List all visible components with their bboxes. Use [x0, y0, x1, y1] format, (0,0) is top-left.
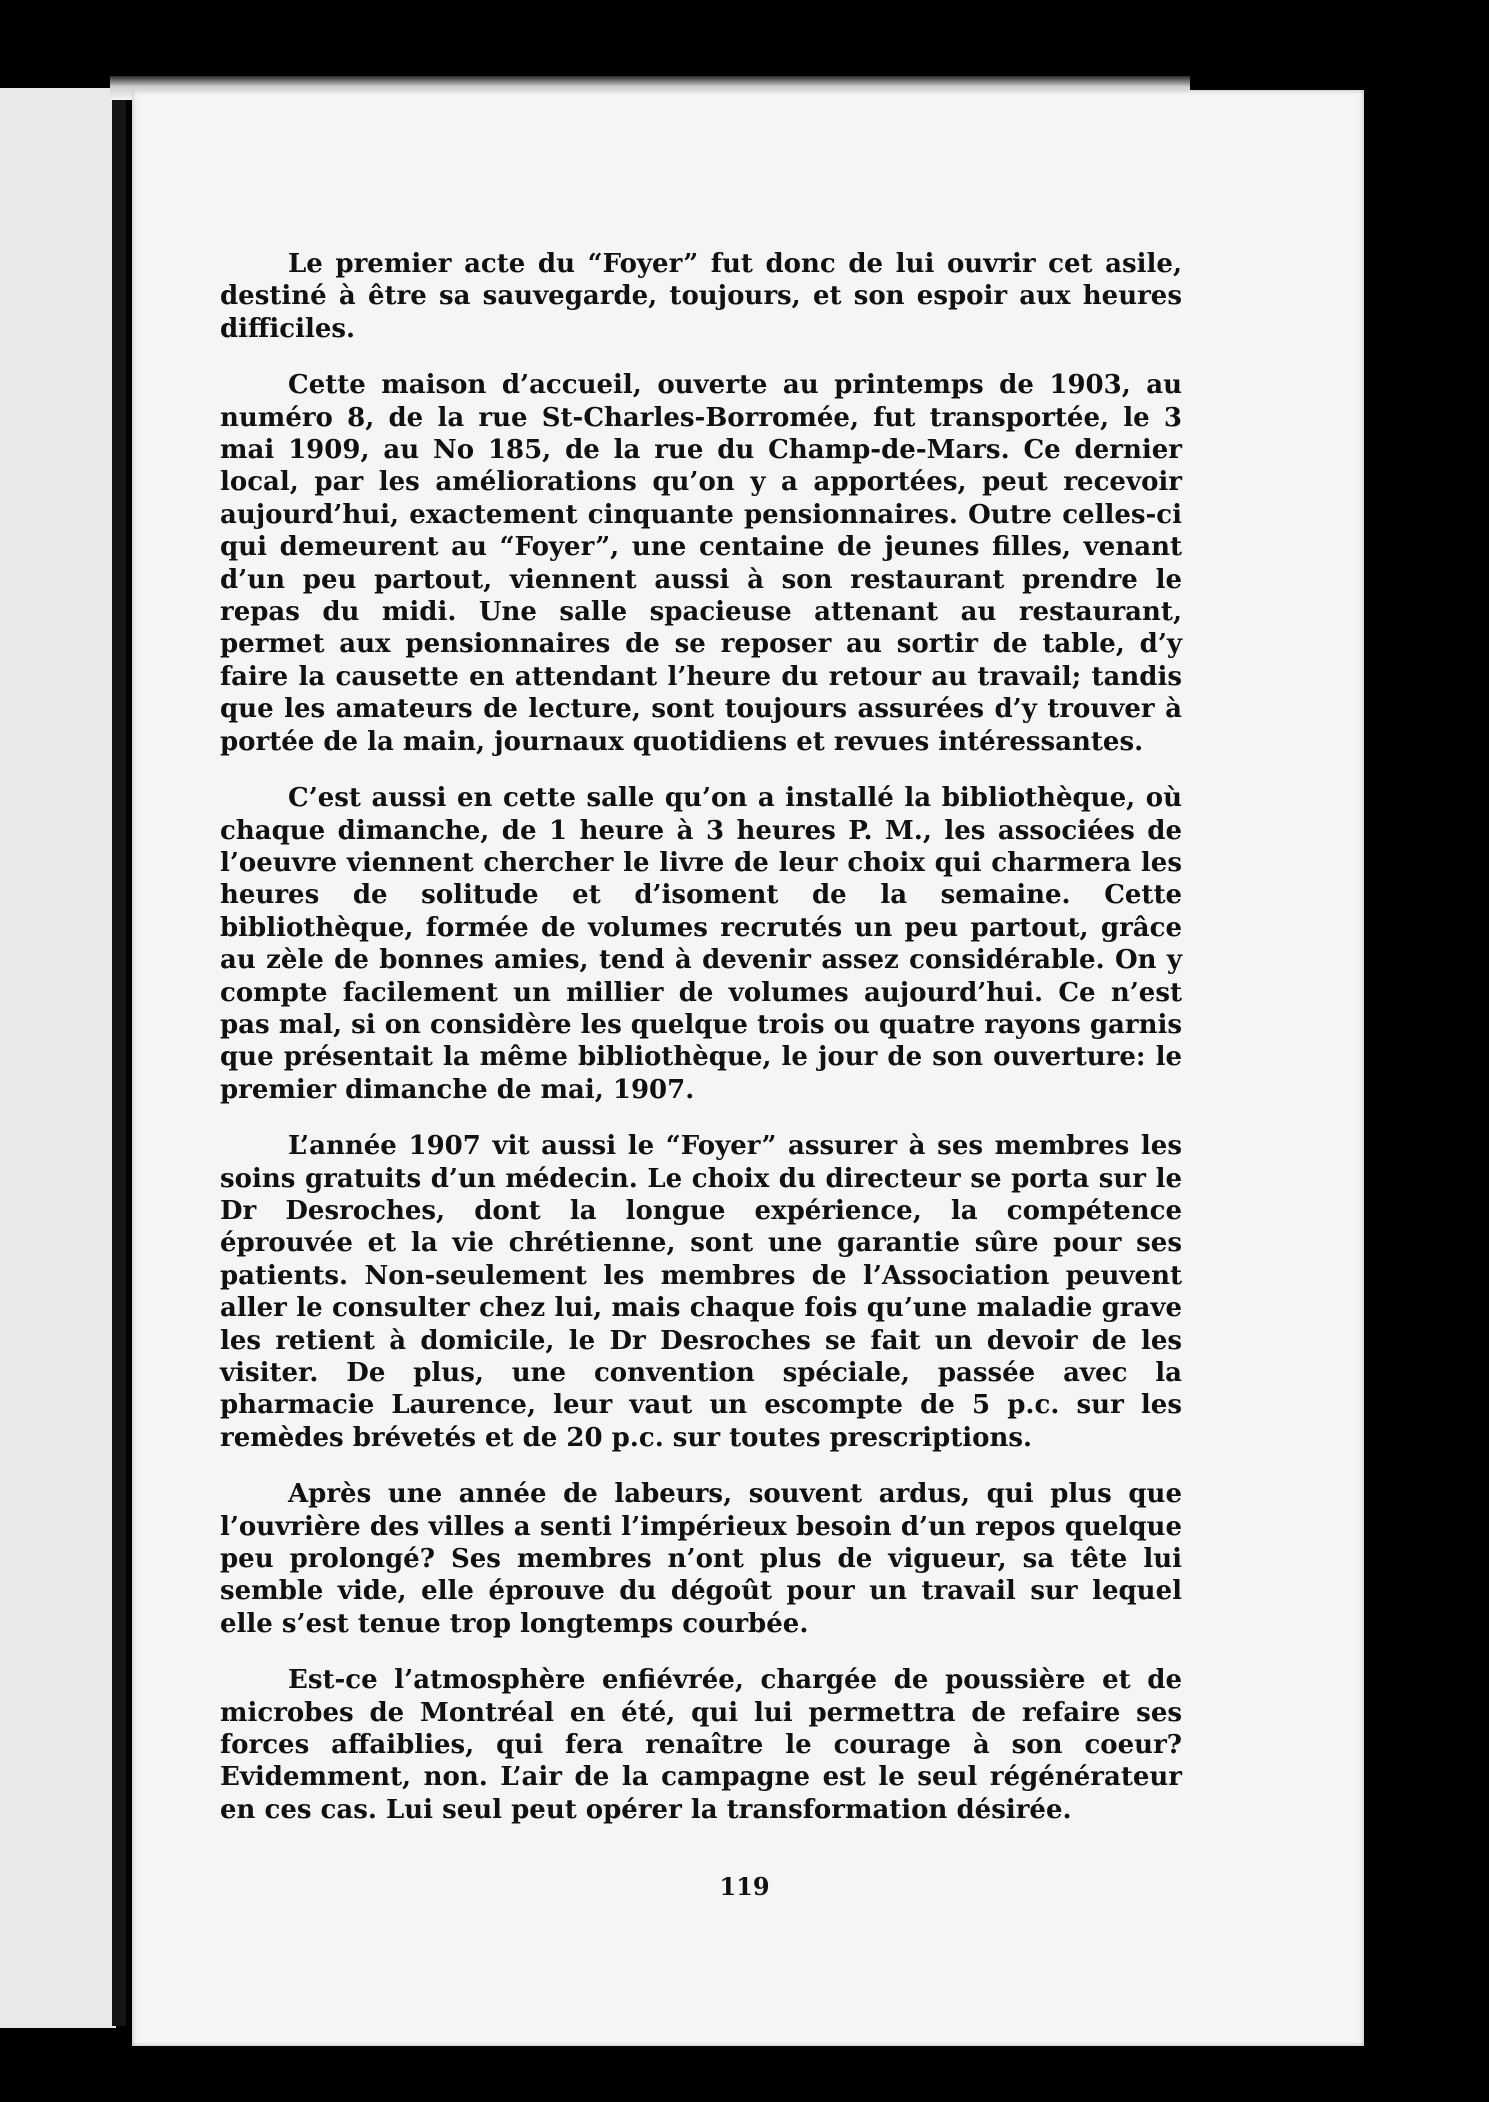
paragraph-1: Le premier acte du “Foyer” fut donc de lui ouvrir cet asile, destiné à être sa sauvegarde, toujours, et son espoir aux heures difficiles. [220, 249, 1182, 344]
left-page-edge [0, 88, 116, 2028]
book-gutter [112, 96, 126, 2026]
paragraph-4: L’année 1907 vit aussi le “Foyer” assurer à ses membres les soins gratuits d’un médecin. Le choix du directeur se porta sur le Dr Desroches, dont la longue expérience, la compétence éprouvée et la vie chrétienne, sont une garantie sûre pour ses patients. Non-seulement les membres de l’Association peuvent aller le consulter chez lui, mais chaque fois qu’une maladie grave les retient à domicile, le Dr Desroches se fait un devoir de les visiter. De plus, une convention spéciale, passée avec la pharmacie Laurence, leur vaut un escompte de 5 p.c. sur les remèdes brévetés et de 20 p.c. sur toutes prescriptions. [220, 1131, 1182, 1453]
paragraph-2: Cette maison d’accueil, ouverte au printemps de 1903, au numéro 8, de la rue St-Charles-Borromée, fut transportée, le 3 mai 1909, au No 185, de la rue du Champ-de-Mars. Ce dernier local, par les améliorations qu’on y a apportées, peut recevoir aujourd’hui, exactement cinquante pensionnaires. Outre celles-ci qui demeurent au “Foyer”, une centaine de jeunes filles, venant d’un peu partout, viennent aussi à son restaurant prendre le repas du midi. Une salle spacieuse attenant au restaurant, permet aux pensionnaires de se reposer au sortir de table, d’y faire la causette en attendant l’heure du retour au travail; tandis que les amateurs de lecture, sont toujours assurées d’y trouver à portée de la main, journaux quotidiens et revues intéressantes. [220, 370, 1182, 757]
paragraph-6: Est-ce l’atmosphère enfiévrée, chargée de poussière et de microbes de Montréal en été, qui lui permettra de refaire ses forces affaiblies, qui fera renaître le courage à son coeur? Evidemment, non. L’air de la campagne est le seul régénérateur en ces cas. Lui seul peut opérer la transformation désirée. [220, 1665, 1182, 1825]
paragraph-3: C’est aussi en cette salle qu’on a installé la bibliothèque, où chaque dimanche, de 1 heure à 3 heures P. M., les associées de l’oeuvre viennent chercher le livre de leur choix qui charmera les heures de solitude et d’isoment de la semaine. Cette bibliothèque, formée de volumes recrutés un peu partout, grâce au zèle de bonnes amies, tend à devenir assez considérable. On y compte facilement un millier de volumes aujourd’hui. Ce n’est pas mal, si on considère les quelque trois ou quatre rayons garnis que présentait la même bibliothèque, le jour de son ouverture: le premier dimanche de mai, 1907. [220, 783, 1182, 1105]
page-number: 119 [719, 1872, 770, 1901]
page-body [220, 248, 1182, 1850]
paragraph-5: Après une année de labeurs, souvent ardus, qui plus que l’ouvrière des villes a senti l’impérieux besoin d’un repos quelque peu prolongé? Ses membres n’ont plus de vigueur, sa tête lui semble vide, elle éprouve du dégoût pour un travail sur lequel elle s’est tenue trop longtemps courbée. [220, 1479, 1182, 1639]
